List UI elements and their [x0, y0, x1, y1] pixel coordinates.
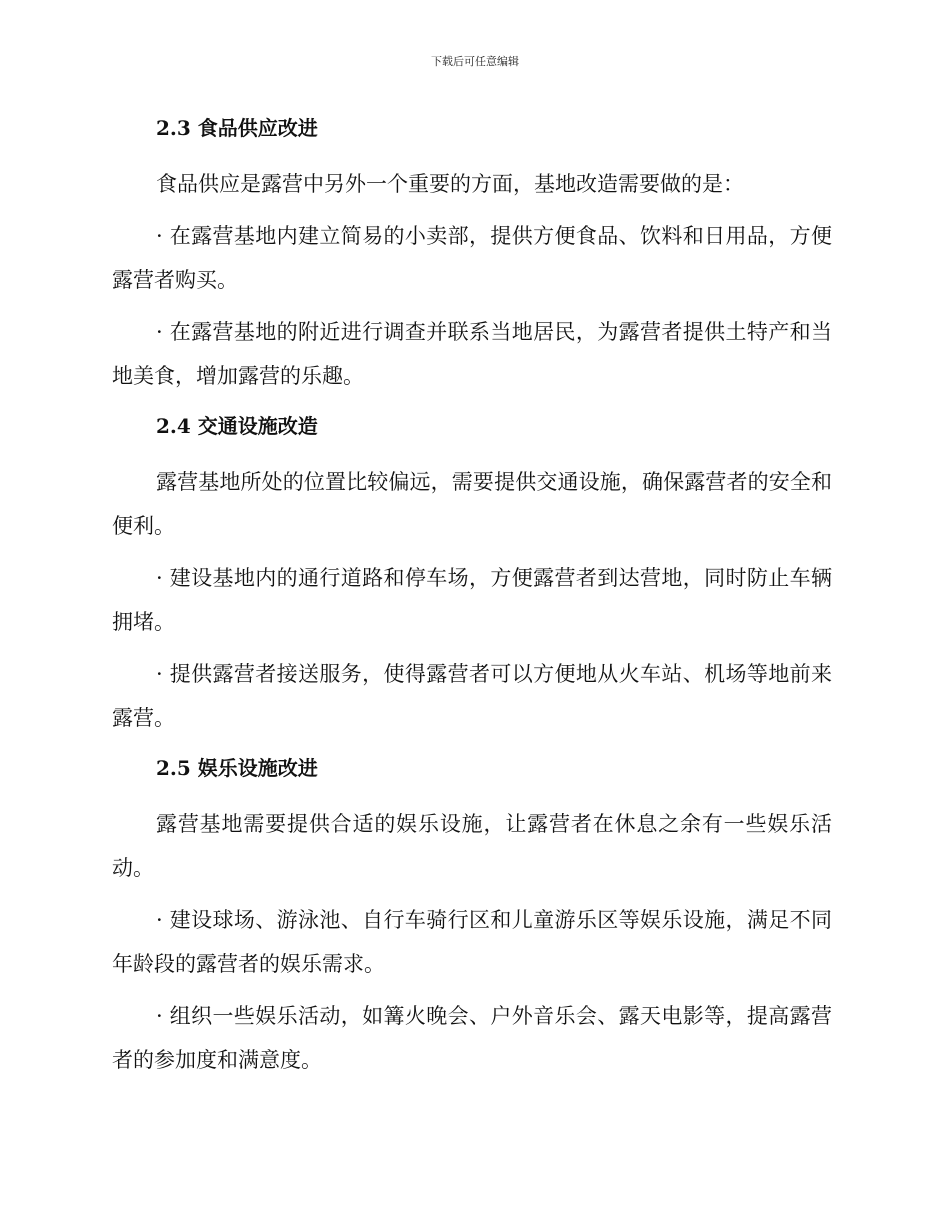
bullet-paragraph: · 在露营基地的附近进行调查并联系当地居民，为露营者提供土特产和当地美食，增加露营的乐趣。	[112, 320, 832, 388]
header-note: 下载后可任意编辑	[431, 55, 519, 68]
paragraph: 露营基地所处的位置比较偏远，需要提供交通设施，确保露营者的安全和便利。	[112, 470, 832, 538]
section-2-5	[112, 748, 832, 1082]
bullet-paragraph: · 组织一些娱乐活动，如篝火晚会、户外音乐会、露天电影等，提高露营者的参加度和满意度。	[112, 1004, 832, 1072]
bullet-paragraph: · 建设基地内的通行道路和停车场，方便露营者到达营地，同时防止车辆拥堵。	[112, 566, 832, 634]
paragraph: 露营基地需要提供合适的娱乐设施，让露营者在休息之余有一些娱乐活动。	[112, 812, 832, 880]
bullet-paragraph: · 在露营基地内建立简易的小卖部，提供方便食品、饮料和日用品，方便露营者购买。	[112, 224, 832, 292]
section-heading: 2.5 娱乐设施改进	[156, 756, 318, 780]
paragraph: 食品供应是露营中另外一个重要的方面，基地改造需要做的是：	[156, 172, 744, 196]
section-heading: 2.4 交通设施改造	[156, 414, 318, 438]
bullet-paragraph: · 提供露营者接送服务，使得露营者可以方便地从火车站、机场等地前来露营。	[112, 662, 832, 730]
document-body	[112, 108, 832, 1090]
section-2-3	[112, 108, 832, 398]
section-heading: 2.3 食品供应改进	[156, 116, 318, 140]
section-2-4	[112, 406, 832, 740]
bullet-paragraph: · 建设球场、游泳池、自行车骑行区和儿童游乐区等娱乐设施，满足不同年龄段的露营者的娱乐需求。	[112, 908, 832, 976]
